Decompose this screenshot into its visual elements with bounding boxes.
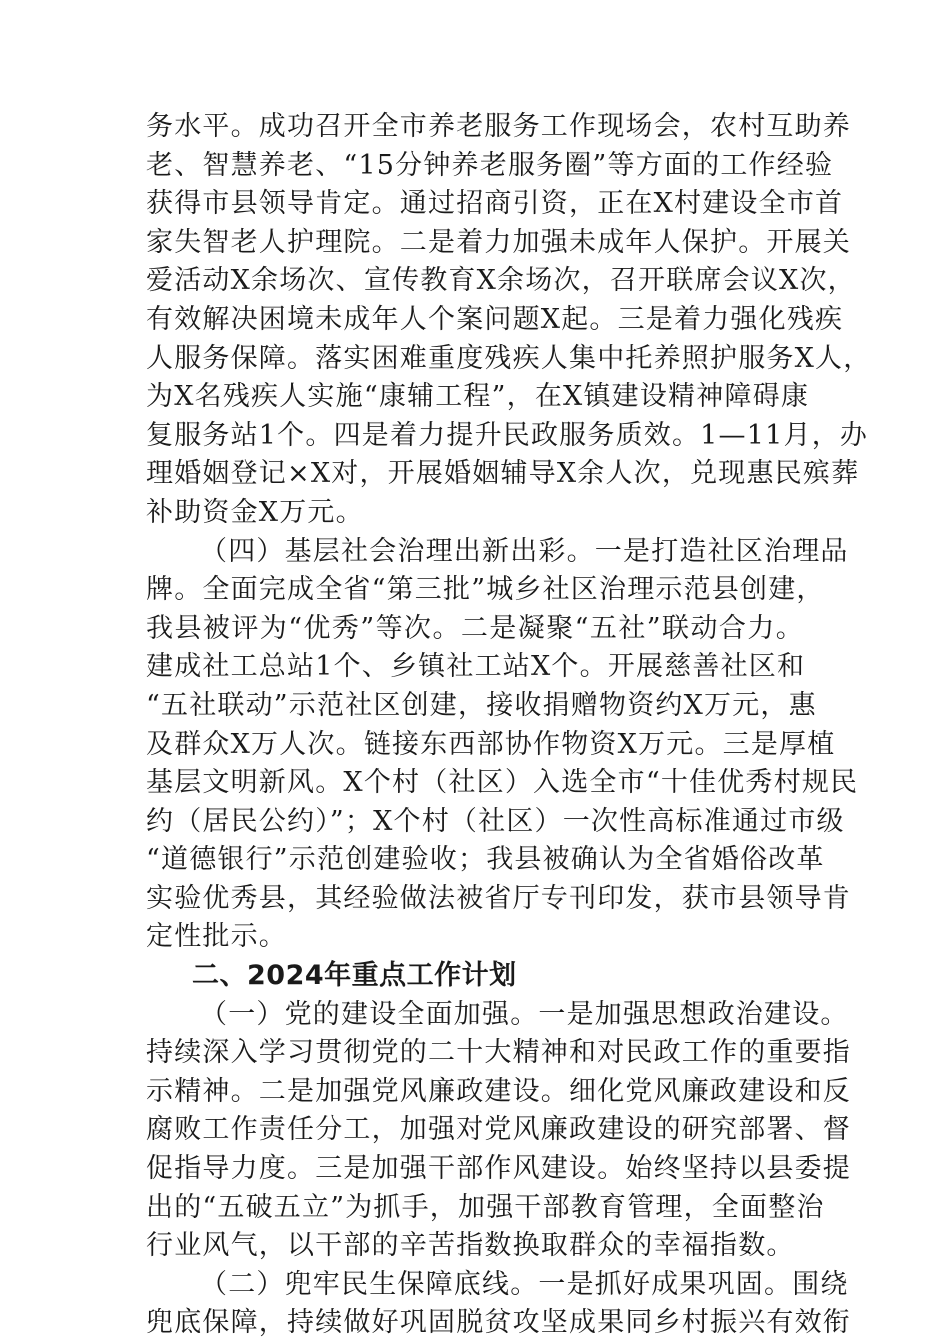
text-line: 约（居民公约）”；X个村（社区）一次性高标准通过市级	[146, 805, 845, 837]
text-line: 补助资金X万元。	[146, 496, 364, 528]
text-line: 持续深入学习贯彻党的二十大精神和对民政工作的重要指	[146, 1037, 851, 1069]
text-line: 行业风气，以干部的辛苦指数换取群众的幸福指数。	[146, 1230, 795, 1262]
paragraph-first-line: （一）党的建设全面加强。一是加强思想政治建设。	[200, 998, 849, 1030]
paragraph-first-line: （四）基层社会治理出新出彩。一是打造社区治理品	[200, 535, 849, 567]
text-line: 人服务保障。落实困难重度残疾人集中托养照护服务X人，	[146, 342, 872, 374]
text-line: 有效解决困境未成年人个案问题X起。三是着力强化残疾	[146, 303, 844, 335]
text-line: 兜底保障，持续做好巩固脱贫攻坚成果同乡村振兴有效衔	[146, 1307, 851, 1339]
text-line: 定性批示。	[146, 921, 287, 953]
text-line: 我县被评为“优秀”等次。二是凝聚“五社”联动合力。	[146, 612, 804, 644]
text-line: 理婚姻登记×X对，开展婚姻辅导X余人次，兑现惠民殡葬	[146, 458, 860, 490]
text-line: 老、智慧养老、“15分钟养老服务圈”等方面的工作经验	[146, 149, 834, 181]
text-line: 出的“五破五立”为抓手，加强干部教育管理，全面整治	[146, 1191, 825, 1223]
text-line: 示精神。二是加强党风廉政建设。细化党风廉政建设和反	[146, 1075, 851, 1107]
text-line: 爱活动X余场次、宣传教育X余场次，召开联席会议X次，	[146, 265, 856, 297]
text-line: “道德银行”示范创建验收；我县被确认为全省婚俗改革	[146, 844, 825, 876]
document-page	[146, 108, 872, 1343]
text-line: 获得市县领导肯定。通过招商引资，正在X村建设全市首	[146, 188, 844, 220]
text-line: 务水平。成功召开全市养老服务工作现场会，农村互助养	[146, 111, 851, 142]
text-line: 促指导力度。三是加强干部作风建设。始终坚持以县委提	[146, 1153, 851, 1185]
text-line: 家失智老人护理院。二是着力加强未成年人保护。开展关	[146, 226, 851, 258]
text-line: 复服务站1个。四是着力提升民政服务质效。1—11月，办	[146, 419, 869, 451]
text-line: 基层文明新风。X个村（社区）入选全市“十佳优秀村规民	[146, 767, 859, 799]
text-line: 实验优秀县，其经验做法被省厅专刊印发，获市县领导肯	[146, 882, 851, 914]
text-line: 腐败工作责任分工，加强对党风廉政建设的研究部署、督	[146, 1114, 851, 1146]
text-line: “五社联动”示范社区创建，接收捐赠物资约X万元，惠	[146, 689, 817, 721]
text-line: 建成社工总站1个、乡镇社工站X个。开展慈善社区和	[146, 651, 806, 683]
text-line: 牌。全面完成全省“第三批”城乡社区治理示范县创建，	[146, 574, 825, 606]
section-heading: 二、2024年重点工作计划	[192, 960, 517, 992]
text-line: 为X名残疾人实施“康辅工程”，在X镇建设精神障碍康	[146, 381, 810, 413]
text-line: 及群众X万人次。链接东西部协作物资X万元。三是厚植	[146, 728, 836, 760]
paragraph-first-line: （二）兜牢民生保障底线。一是抓好成果巩固。围绕	[200, 1268, 849, 1300]
